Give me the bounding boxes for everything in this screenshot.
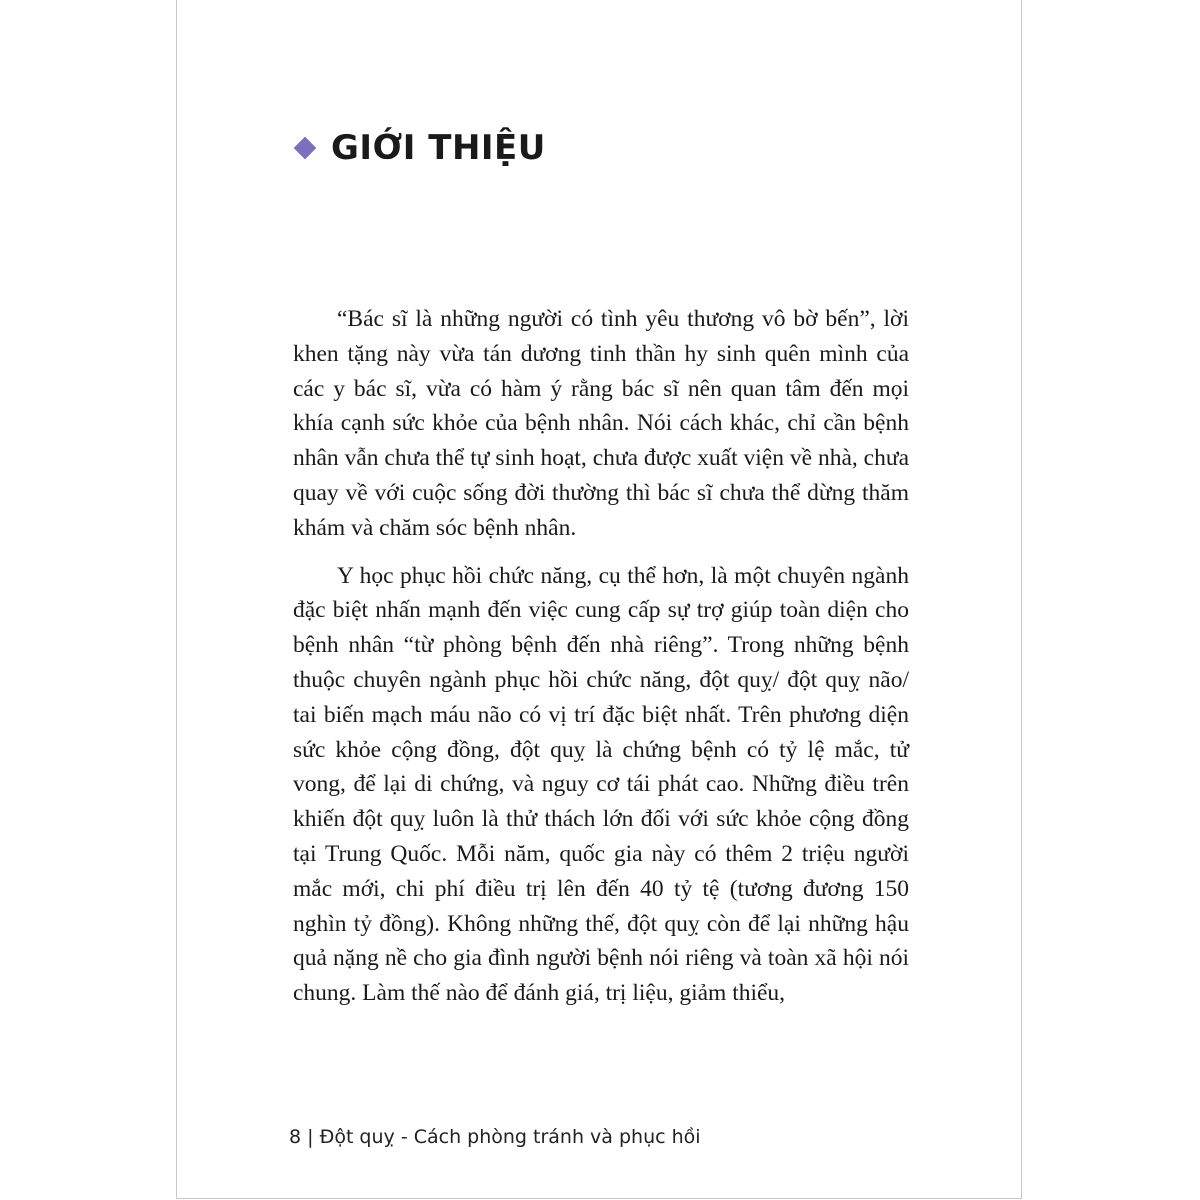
- section-heading: [293, 118, 546, 178]
- section-title: GIỚI THIỆU: [331, 128, 546, 168]
- body-text: [293, 302, 909, 1011]
- running-title: Đột quỵ - Cách phòng tránh và phục hồi: [319, 1126, 701, 1148]
- diamond-bullet-icon: [294, 137, 317, 160]
- footer-separator: |: [307, 1126, 314, 1148]
- paragraph-1: “Bác sĩ là những người có tình yêu thương vô bờ bến”, lời khen tặng này vừa tán dương tinh thần hy sinh quên mình của các y bác sĩ, vừa có hàm ý rằng bác sĩ nên quan tâm đến mọi khía cạnh sức khỏe của bệnh nhân. Nói cách khác, chỉ cần bệnh nhân vẫn chưa thể tự sinh hoạt, chưa được xuất viện về nhà, chưa quay về với cuộc sống đời thường thì bác sĩ chưa thể dừng thăm khám và chăm sóc bệnh nhân.: [293, 306, 909, 541]
- page-footer: [289, 1126, 701, 1148]
- page-number: 8: [289, 1126, 302, 1148]
- paragraph-2: Y học phục hồi chức năng, cụ thể hơn, là một chuyên ngành đặc biệt nhấn mạnh đến việc cung cấp sự trợ giúp toàn diện cho bệnh nhân “từ phòng bệnh đến nhà riêng”. Trong những bệnh thuộc chuyên ngành phục hồi chức năng, đột quỵ/ đột quỵ não/ tai biến mạch máu não có vị trí đặc biệt nhất. Trên phương diện sức khỏe cộng đồng, đột quỵ là chứng bệnh có tỷ lệ mắc, tử vong, để lại di chứng, và nguy cơ tái phát cao. Những điều trên khiến đột quỵ luôn là thử thách lớn đối với sức khỏe cộng đồng tại Trung Quốc. Mỗi năm, quốc gia này có thêm 2 triệu người mắc mới, chi phí điều trị lên đến 40 tỷ tệ (tương đương 150 nghìn tỷ đồng). Không những thế, đột quỵ còn để lại những hậu quả nặng nề cho gia đình người bệnh nói riêng và toàn xã hội nói chung. Làm thế nào để đánh giá, trị liệu, giảm thiểu,: [293, 562, 909, 1007]
- book-page: [176, 0, 1022, 1199]
